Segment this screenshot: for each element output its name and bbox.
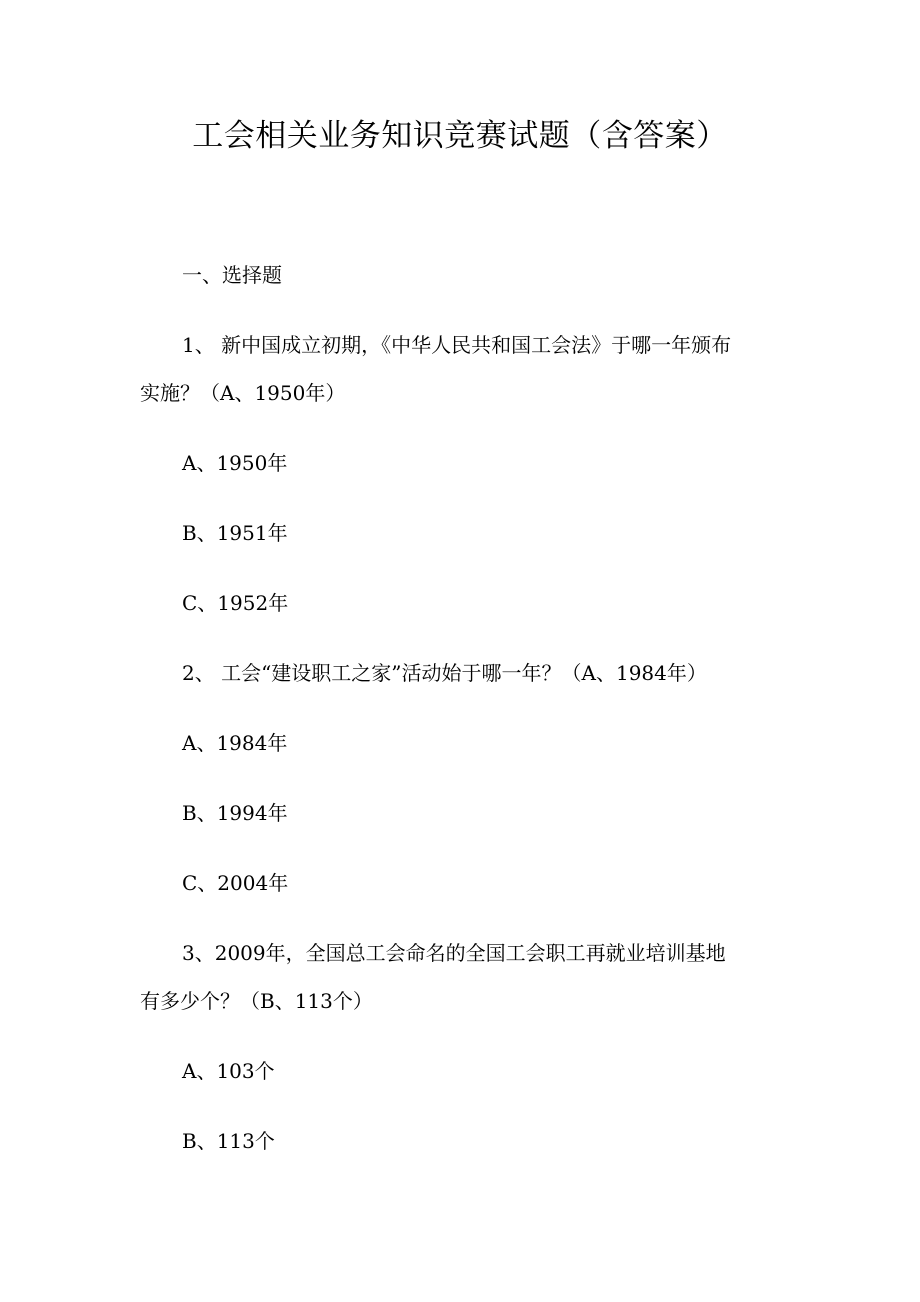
question-2-option-c: C、2004年 xyxy=(182,871,289,895)
document-title: 工会相关业务知识竞赛试题（含答案） xyxy=(192,118,728,154)
question-3-option-b: B、113个 xyxy=(182,1129,275,1153)
question-3-text-cont: 有多少个？（B、113个） xyxy=(140,989,373,1013)
question-2-text: 2、 工会“建设职工之家”活动始于哪一年？（A、1984年） xyxy=(182,661,707,685)
question-3-text: 3、2009年，全国总工会命名的全国工会职工再就业培训基地 xyxy=(182,941,726,965)
question-2-option-b: B、1994年 xyxy=(182,801,288,825)
question-1-option-b: B、1951年 xyxy=(182,521,288,545)
question-2-option-a: A、1984年 xyxy=(182,731,288,755)
section-heading: 一、选择题 xyxy=(182,263,282,287)
question-1-option-c: C、1952年 xyxy=(182,591,289,615)
question-1-option-a: A、1950年 xyxy=(182,451,288,475)
question-1-text-cont: 实施？（A、1950年） xyxy=(140,381,346,405)
question-1-text: 1、 新中国成立初期，《中华人民共和国工会法》于哪一年颁布 xyxy=(182,333,732,357)
question-3-option-a: A、103个 xyxy=(182,1059,275,1083)
